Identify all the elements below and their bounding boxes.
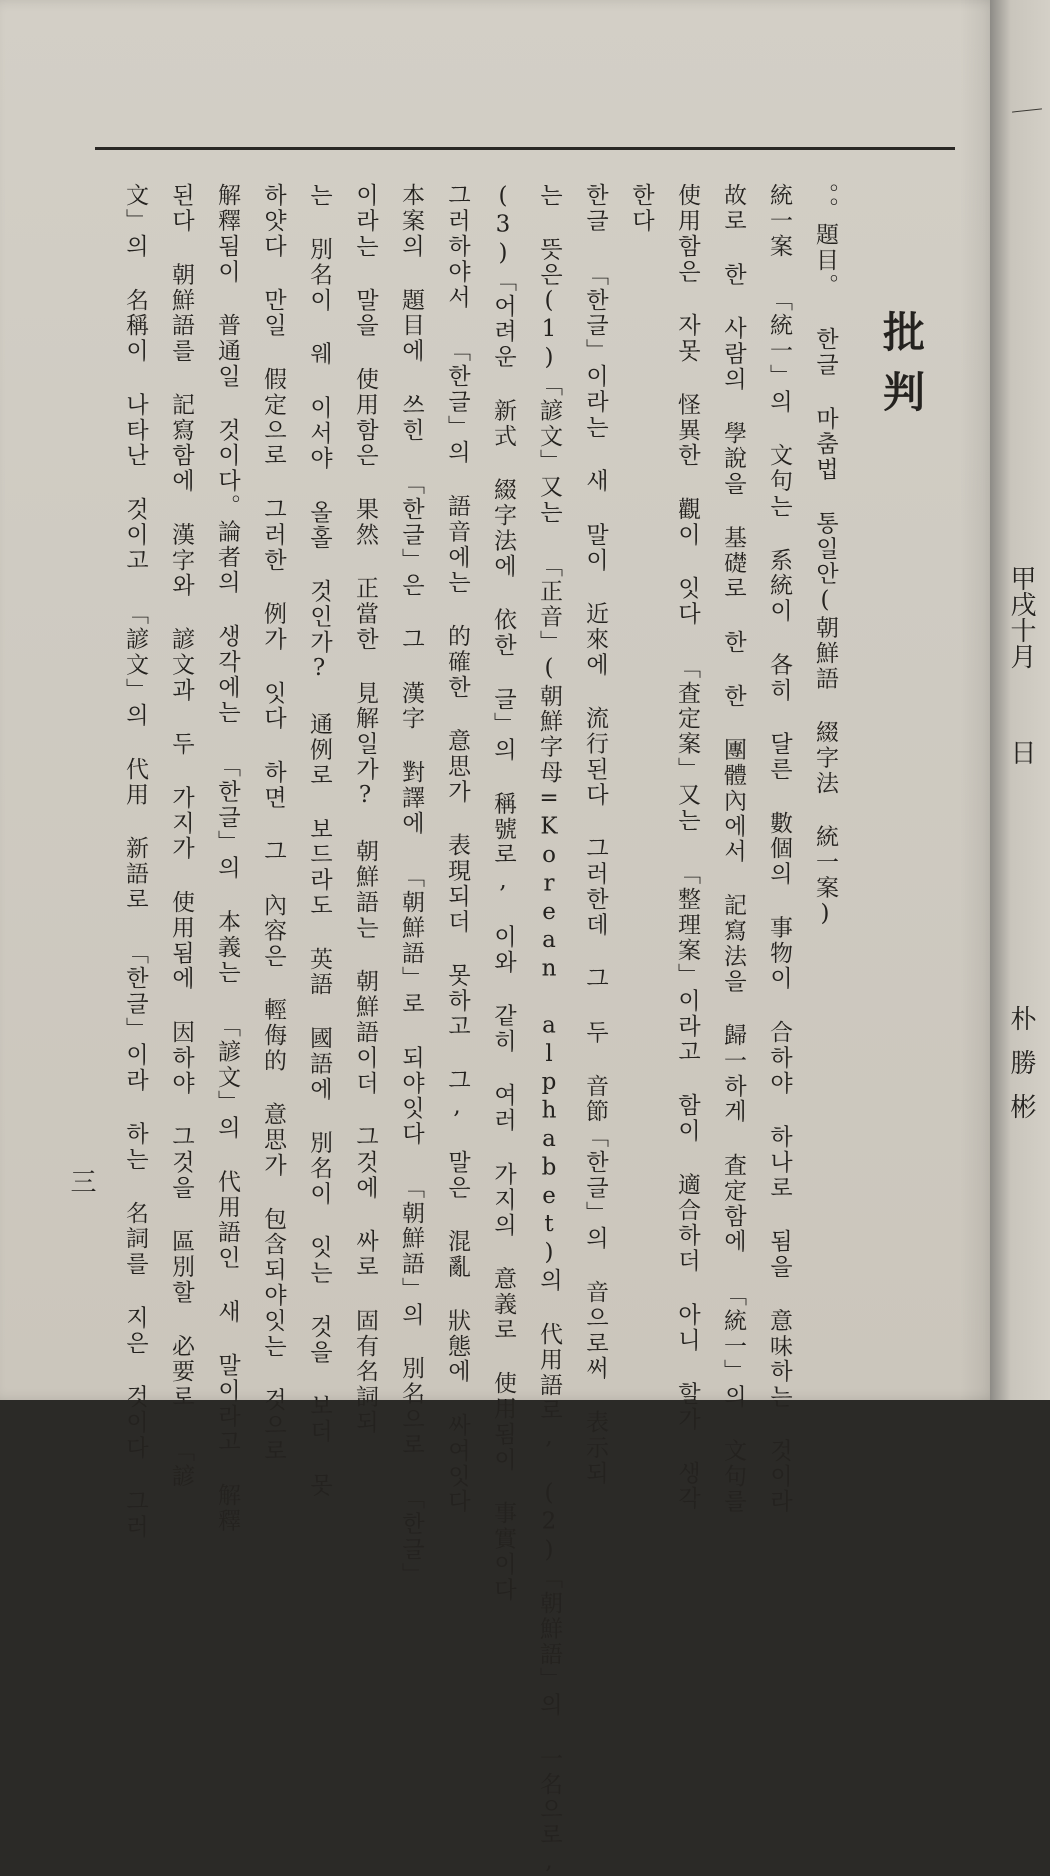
text-line: 本案의 題目에 쓰힌 「한글」은 그 漢字 對譯에 「朝鮮語」로 되야잇다 「朝鮮語」의 別名으로 「한글」 bbox=[398, 183, 424, 1588]
text-line: 。。題目。 한글 마춤법 통일안(朝鮮語 綴字法 統一案) bbox=[812, 183, 838, 930]
text-line: 한글 「한글」이라는 새 말이 近來에 流行된다 그러한데 그 두 音節「한글」의 音으로써 表示되 bbox=[582, 183, 608, 1486]
text-line: 는 뜻은(1)「諺文」又는 「正音」(朝鮮字母=Korean alphabet)의 代用語로, (2)「朝鮮語」의 一名으로, bbox=[536, 183, 562, 1876]
text-line: 이라는 말을 使用함은 果然 正當한 見解일가? 朝鮮語는 朝鮮語이더 그것에 싸로 固有名詞되 bbox=[352, 183, 378, 1436]
text-line: 故로 한 사람의 學說을 基礎로 한 한 團體內에서 記寫法을 歸一하게 査定함에 「統一」의 文句를 bbox=[720, 183, 746, 1515]
page-number: 三 bbox=[66, 1168, 96, 1194]
body-text bbox=[110, 183, 838, 1876]
publication-date bbox=[1008, 565, 1034, 765]
facing-page-mark bbox=[1012, 108, 1042, 112]
author-name: 朴勝彬 bbox=[1006, 1005, 1036, 1137]
text-line: (3)「어려운 新式 綴字法에 依한 글」의 稱號로, 이와 같히 여러 가지의 意義로 使用됨이 事實이다 bbox=[490, 183, 516, 1603]
text-line: 文」의 名稱이 나타난 것이고 「諺文」의 代用 新語로 「한글」이라 하는 名詞를 지은 것이다 그러 bbox=[122, 183, 148, 1540]
text-line: 統一案 「統一」의 文句는 系統이 各히 달른 數個의 事物이 合하야 하나로 됨을 意味하는 것이라 bbox=[766, 183, 792, 1515]
date-day: 日 bbox=[1006, 739, 1036, 765]
date-month: 甲戌十月 bbox=[1006, 565, 1036, 669]
text-line: 하얏다 만일 假定으로 그러한 例가 잇다 하면 그 內容은 輕侮的 意思가 包含되야잇는 것으로 bbox=[260, 183, 286, 1464]
text-line: 그러하야서 「한글」의 語音에는 的確한 意思가 表現되더 못하고 그, 말은 混亂 狀態에 싸여잇다 bbox=[444, 183, 470, 1515]
section-title: 批判 bbox=[877, 310, 926, 430]
header-rule bbox=[95, 147, 955, 150]
text-line: 된다 朝鮮語를 記寫함에 漢字와 諺文과 두 가지가 使用됨에 因하야 그것을 區別할 必要로 「諺 bbox=[168, 183, 194, 1489]
text-line: 는 別名이 웨 이서야 올홀 것인가? 通例로 보드라도 英語 國語에 別名이 잇는 것을 보더 못 bbox=[306, 183, 332, 1498]
text-line: 한다 bbox=[628, 183, 654, 234]
text-line: 解釋됨이 普通일 것이다。論者의 생각에는 「한글」의 本義는 「諺文」의 代用語인 새 말이라고 解釋 bbox=[214, 183, 240, 1534]
text-line: 使用함은 자못 怪異한 觀이 잇다 「査定案」又는 「整理案」이라고 함이 適合하더 아니 할가 생각 bbox=[674, 183, 700, 1512]
